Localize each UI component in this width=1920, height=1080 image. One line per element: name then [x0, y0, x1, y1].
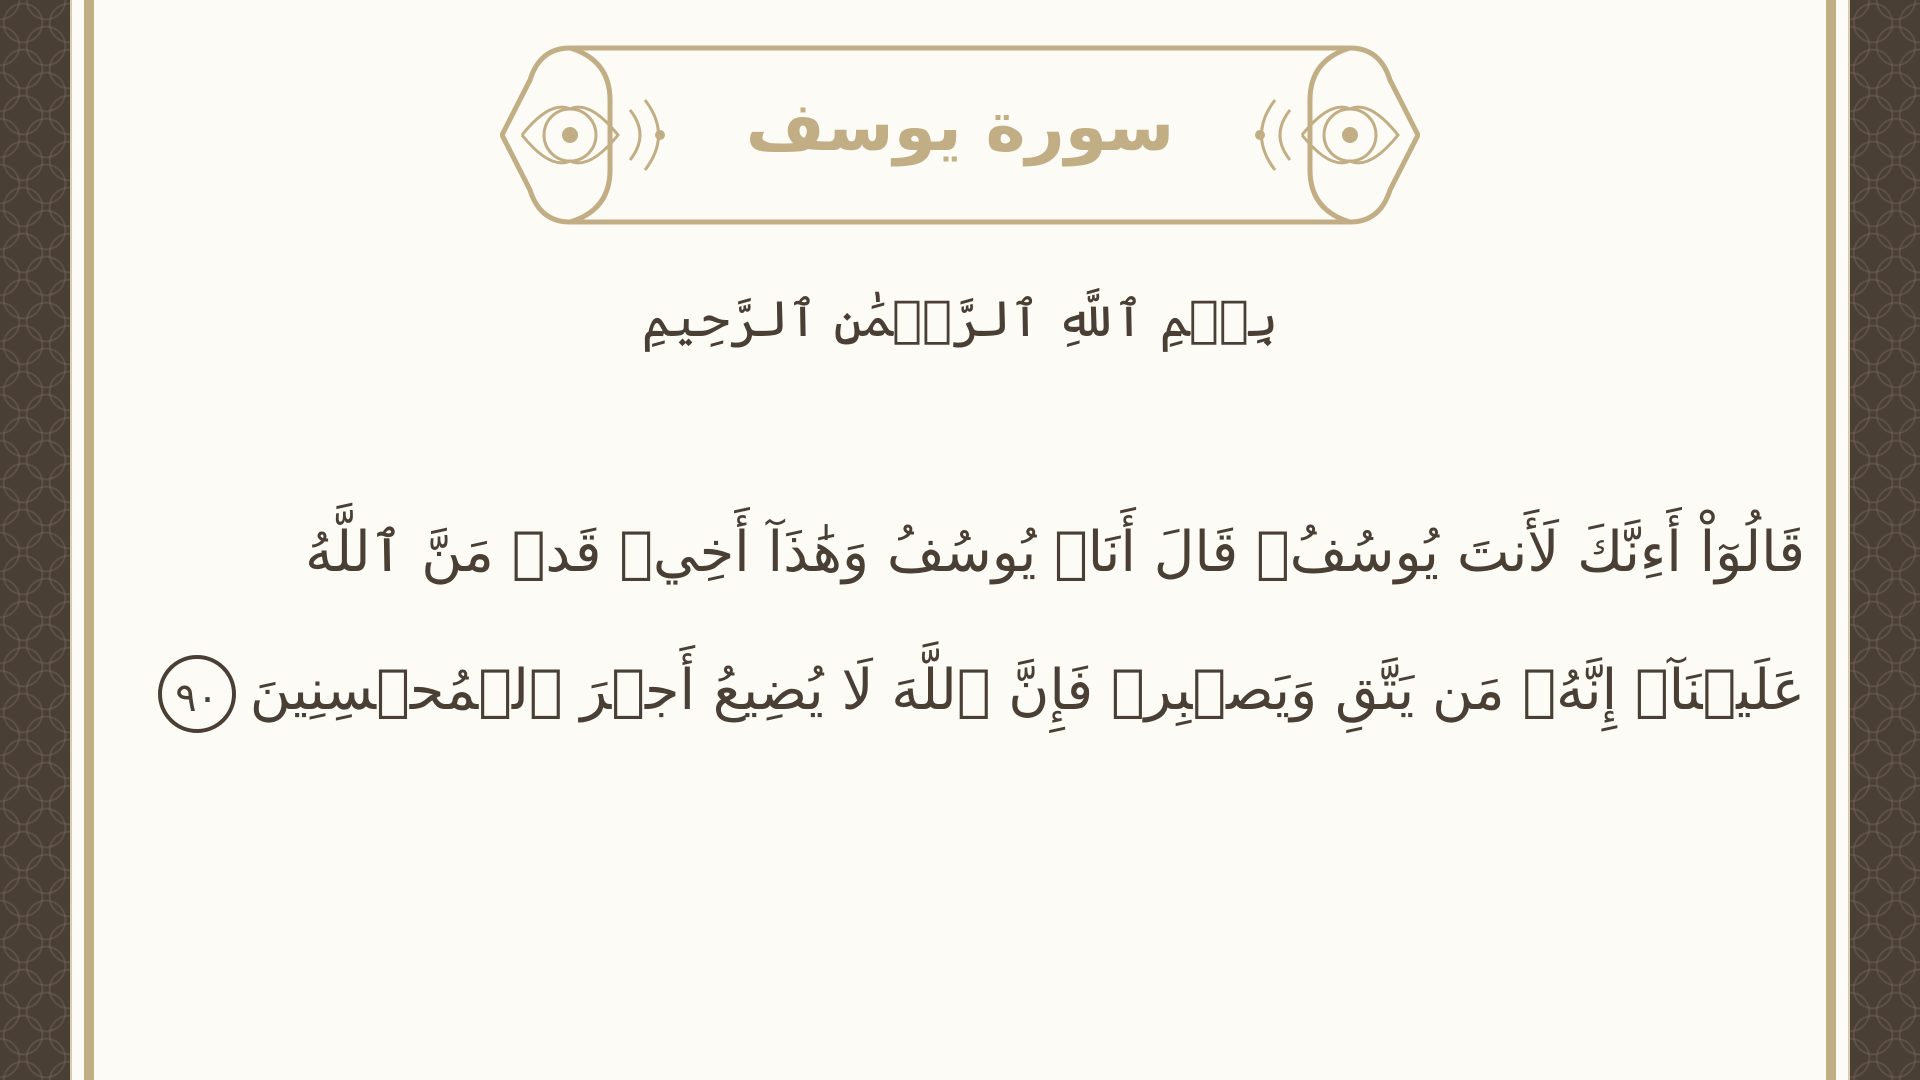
ayah-number-marker: ٩٠ [158, 655, 236, 733]
verse-line-2-text: عَلَيۡنَآۖ إِنَّهُۥ مَن يَتَّقِ وَيَصۡبِرۡ فَإِنَّ ٱللَّهَ لَا يُضِيعُ أَجۡرَ ٱلۡمُحۡسِنِينَ [249, 658, 1805, 724]
verse-line-2 [175, 655, 1805, 733]
right-gold-line [1826, 0, 1836, 1080]
verse-line-1: قَالُوٓاْ أَءِنَّكَ لَأَنتَ يُوسُفُۖ قَالَ أَنَا۠ يُوسُفُ وَهَٰذَآ أَخِيۖ قَدۡ مَنَّ ٱللَّهُ [305, 520, 1805, 585]
surah-title-frame [500, 40, 1420, 230]
left-pattern-border [0, 0, 70, 1080]
basmala: بِسۡمِ ٱللَّهِ ٱلرَّحۡمَٰنِ ٱلرَّحِيمِ [641, 290, 1279, 348]
left-inner-line [70, 0, 72, 1080]
right-inner-line [1848, 0, 1850, 1080]
surah-title: سورة يوسف [745, 88, 1175, 167]
left-gold-line [84, 0, 94, 1080]
right-pattern-border [1850, 0, 1920, 1080]
